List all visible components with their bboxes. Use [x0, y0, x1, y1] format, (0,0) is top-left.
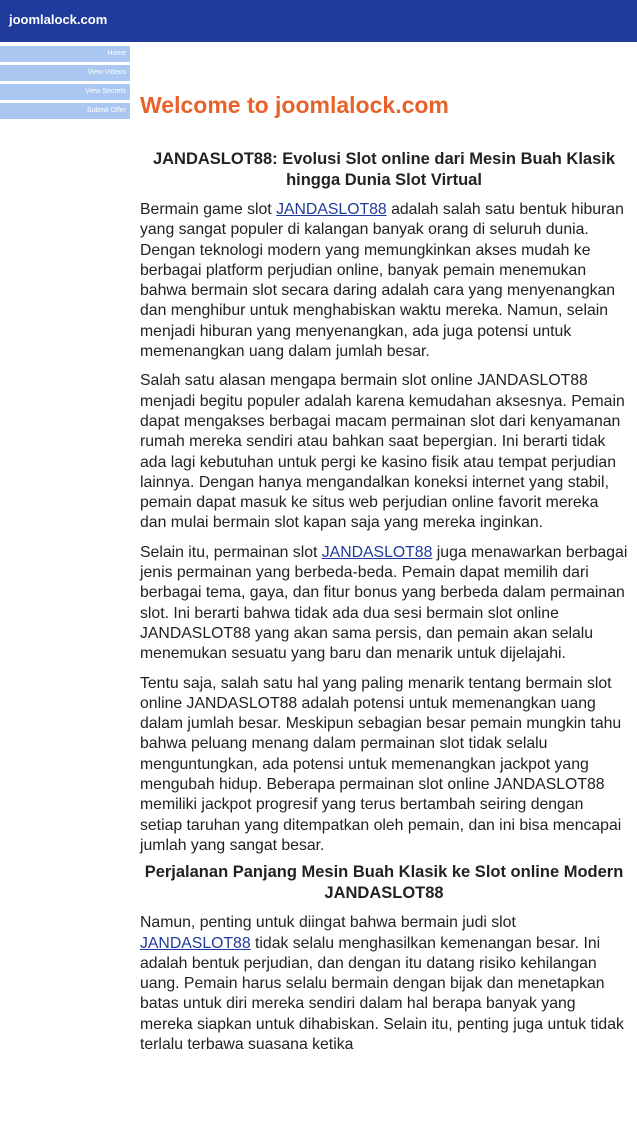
sidebar-item-view-videos[interactable]: View Videos [0, 65, 130, 81]
jandaslot-link[interactable]: JANDASLOT88 [321, 543, 433, 561]
top-header-bar [0, 0, 637, 42]
jandaslot-link[interactable]: JANDASLOT88 [140, 934, 251, 952]
paragraph-1 [140, 200, 628, 362]
paragraph-text: tidak selalu menghasilkan kemenangan besar. Ini adalah bentuk perjudian, dan dengan itu datang risiko kehilangan uang. Pemain harus selalu bermain dengan bijak dan menetapkan batas untuk diri mereka sendiri dalam hal berapa banyak yang mereka siapkan untuk dihabiskan. Selain itu, penting juga untuk tidak terlalu terbawa suasana ketika [140, 934, 624, 1053]
sidebar-item-home[interactable]: Home [0, 46, 130, 62]
paragraph-2: Salah satu alasan mengapa bermain slot online JANDASLOT88 menjadi begitu populer adalah karena kemudahan aksesnya. Pemain dapat mengakses berbagai macam permainan slot dari kenyamanan rumah mereka sendiri atau bahkan saat bepergian. Ini berarti tidak ada lagi kebutuhan untuk pergi ke kasino fisik atau tempat perjudian lainnya. Dengan hanya mengandalkan koneksi internet yang stabil, pemain dapat masuk ke situs web perjudian online favorit mereka dan mulai bermain slot kapan saja yang mereka inginkan. [140, 372, 625, 532]
article-heading: JANDASLOT88: Evolusi Slot online dari Mesin Buah Klasik hingga Dunia Slot Virtual [152, 150, 616, 189]
paragraph-3 [140, 543, 628, 665]
main-content [140, 88, 628, 1055]
jandaslot-link[interactable]: JANDASLOT88 [276, 201, 387, 218]
page-title: Welcome to joomlalock.com [140, 92, 449, 118]
sidebar-item-submit-offer[interactable]: Submit Offer [0, 103, 130, 119]
section-heading: Perjalanan Panjang Mesin Buah Klasik ke Slot online Modern JANDASLOT88 [144, 863, 624, 903]
paragraph-5 [140, 913, 628, 1055]
paragraph-text: Namun, penting untuk diingat bahwa bermain judi slot [140, 914, 516, 932]
paragraph-4: Tentu saja, salah satu hal yang paling menarik tentang bermain slot online JANDASLOT88 adalah potensi untuk memenangkan uang dalam jumlah besar. Meskipun sebagian besar pemain mungkin tahu bahwa peluang menang dalam permainan slot tidak selalu menguntungkan, ada potensi untuk memenangkan jackpot yang mengubah hidup. Beberapa permainan slot online JANDASLOT88 memiliki jackpot progresif yang terus bertambah seiring dengan setiap taruhan yang ditempatkan oleh pemain, dan ini bisa mencapai jumlah yang sangat besar. [140, 674, 622, 854]
paragraph-text: Bermain game slot [140, 201, 277, 218]
sidebar-nav [0, 46, 130, 122]
site-title-link[interactable]: joomlalock.com [9, 12, 108, 27]
paragraph-text: juga menawarkan berbagai jenis permainan yang berbeda-beda. Pemain dapat memilih dari berbagai tema, gaya, dan fitur bonus yang berbeda dalam permainan slot. Ini berarti bahwa tidak ada dua sesi bermain slot online JANDASLOT88 yang akan sama persis, dan pemain akan selalu menemukan sesuatu yang baru dan menarik untuk dijelajahi. [140, 543, 628, 663]
paragraph-text: Selain itu, permainan slot [140, 543, 322, 561]
sidebar-item-view-secrets[interactable]: View Secrets [0, 84, 130, 100]
paragraph-text: adalah salah satu bentuk hiburan yang sangat populer di kalangan banyak orang di seluruh dunia. Dengan teknologi modern yang memungkinkan akses mudah ke berbagai platform perjudian online, banyak pemain menemukan bahwa bermain slot secara daring adalah cara yang menyenangkan dan menghibur untuk menghabiskan waktu mereka. Namun, selain menjadi hiburan yang menyenangkan, ada juga potensi untuk memenangkan uang dalam jumlah besar. [140, 201, 624, 361]
